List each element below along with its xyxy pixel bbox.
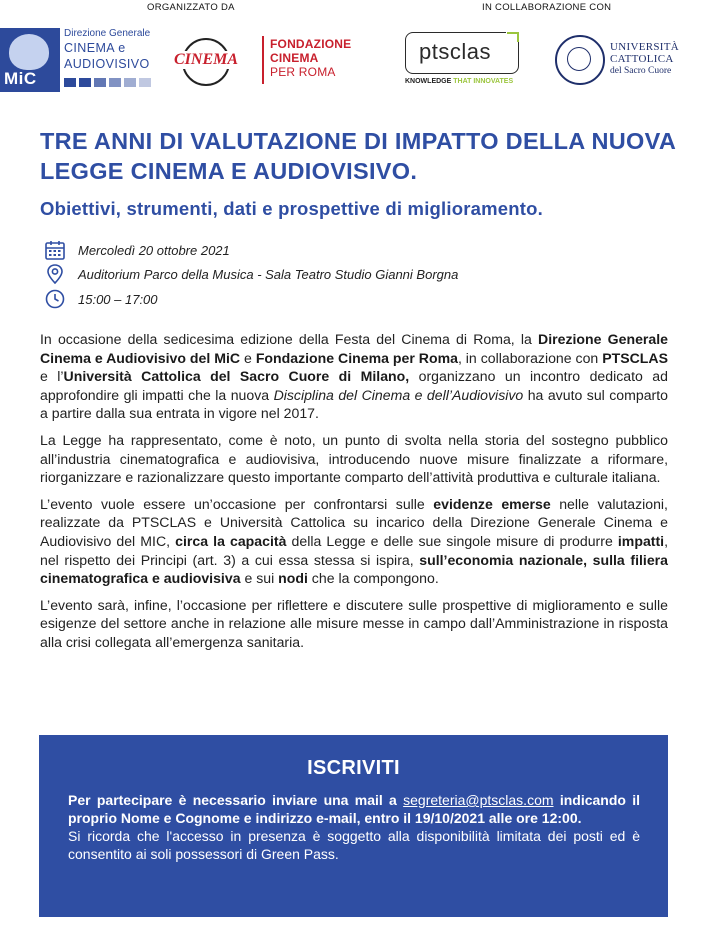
event-time-text: 15:00 – 17:00 [78, 291, 158, 307]
page-title: TRE ANNI DI VALUTAZIONE DI IMPATTO DELLA NUOVA LEGGE CINEMA E AUDIOVISIVO. [40, 128, 676, 184]
signup-box [39, 735, 668, 917]
paragraph-2: La Legge ha rappresentato, come è noto, un punto di svolta nella storia del sostegno pubblico all’industria cinematografica e audiovisiva, introducendo nuove misure finalizzate a riformare, riorganizzare e razionalizzare questo importante comparto dell’attività produttiva e culturale italiana. [40, 431, 668, 486]
ptsclas-tag1: KNOWLEDGE [405, 78, 452, 85]
event-date [44, 239, 230, 261]
fondazione-line2: CINEMA [270, 51, 319, 65]
ptsclas-corner-icon [507, 32, 519, 42]
page-subtitle: Obiettivi, strumenti, dati e prospettive di miglioramento. [40, 198, 543, 219]
paragraph-3: L’evento vuole essere un’occasione per confrontarsi sulle evidenze emerse nelle valutazioni, realizzate da PTSCLAS e Università Cattolica su incarico della Direzione Generale Cinema e Audiovisivo del MIC, circa la capacità della Legge e delle sue singole misure di produrre impatti, nel rispetto dei Principi (art. 3) a cui essa stessa si ispira, sull’economia nazionale, sulla filiera cinematografica e audiovisiva e sui nodi che la compongono. [40, 495, 669, 587]
cattolica-name [610, 41, 679, 77]
mic-line3: AUDIOVISIVO [64, 57, 150, 71]
cattolica-logo [555, 35, 705, 87]
location-pin-icon [44, 263, 68, 285]
event-date-text: Mercoledì 20 ottobre 2021 [78, 242, 230, 258]
mic-line2: CINEMA e [64, 41, 126, 55]
ptsclas-tag2: THAT INNOVATES [453, 78, 514, 85]
mic-line1: Direzione Generale [64, 28, 151, 39]
event-time [44, 288, 158, 310]
ptsclas-logo [403, 32, 525, 90]
cinema-divider [262, 36, 264, 84]
mic-head-icon [9, 34, 49, 70]
clock-icon [44, 288, 68, 310]
fondazione-line3: PER ROMA [270, 65, 336, 79]
organized-by-label: ORGANIZZATO DA [147, 2, 235, 13]
ucsc-line1: UNIVERSITÀ [610, 41, 679, 53]
collaboration-label: IN COLLABORAZIONE CON [482, 2, 612, 13]
ptsclas-tagline [405, 78, 513, 85]
cinema-word: CINEMA [174, 51, 239, 68]
event-location-text: Auditorium Parco della Musica - Sala Teatro Studio Gianni Borgna [78, 266, 459, 282]
calendar-icon [44, 239, 68, 261]
signup-instructions: Per partecipare è necessario inviare una mail a [68, 792, 404, 808]
paragraph-1: In occasione della sedicesima edizione della Festa del Cinema di Roma, la Direzione Generale Cinema e Audiovisivo del MiC e Fondazione Cinema per Roma, in collaborazione con PTSCLAS e l’Università Cattolica del Sacro Cuore di Milano, organizzano un incontro dedicato ad approfondire gli impatti che la nuova Disciplina del Cinema e dell’Audiovisivo ha avuto sul comparto a partire dalla sua entrata in vigore nel 2017. [40, 331, 668, 422]
mic-squares [64, 78, 151, 87]
fondazione-name [270, 37, 351, 79]
signup-note: Si ricorda che l'accesso in presenza è soggetto alla disponibilità limitata dei posti ed è consentito ai soli possessori di Green Pass. [68, 828, 640, 862]
fondazione-line1: FONDAZIONE [270, 37, 352, 51]
signup-heading: ISCRIVITI [307, 757, 400, 779]
mic-name [64, 28, 150, 72]
event-location [44, 263, 458, 285]
mic-emblem [0, 28, 60, 92]
body-text [40, 330, 668, 660]
signup-deadline: indicando il proprio Nome e Cognome e indirizzo e-mail, entro il 19/10/2021 alle ore 12:00. [68, 792, 641, 826]
fondazione-cinema-logo [172, 36, 357, 86]
mic-badge: MiC [4, 69, 37, 88]
paragraph-4: L’evento sarà, infine, l’occasione per riflettere e discutere sulle prospettive di miglioramento e sulle esigenze del settore anche in relazione alle misure messe in campo dall’Amministrazione in risposta alla crisi collegata all’emergenza sanitaria. [40, 596, 668, 650]
signup-text [68, 791, 640, 863]
cattolica-seal-icon [555, 35, 605, 85]
email-link[interactable]: segreteria@ptsclas.com [403, 792, 554, 808]
ptsclas-name: ptsclas [419, 39, 491, 64]
ucsc-line2: CATTOLICA [610, 53, 674, 65]
mic-logo [0, 28, 158, 92]
ucsc-line3: del Sacro Cuore [610, 66, 672, 76]
